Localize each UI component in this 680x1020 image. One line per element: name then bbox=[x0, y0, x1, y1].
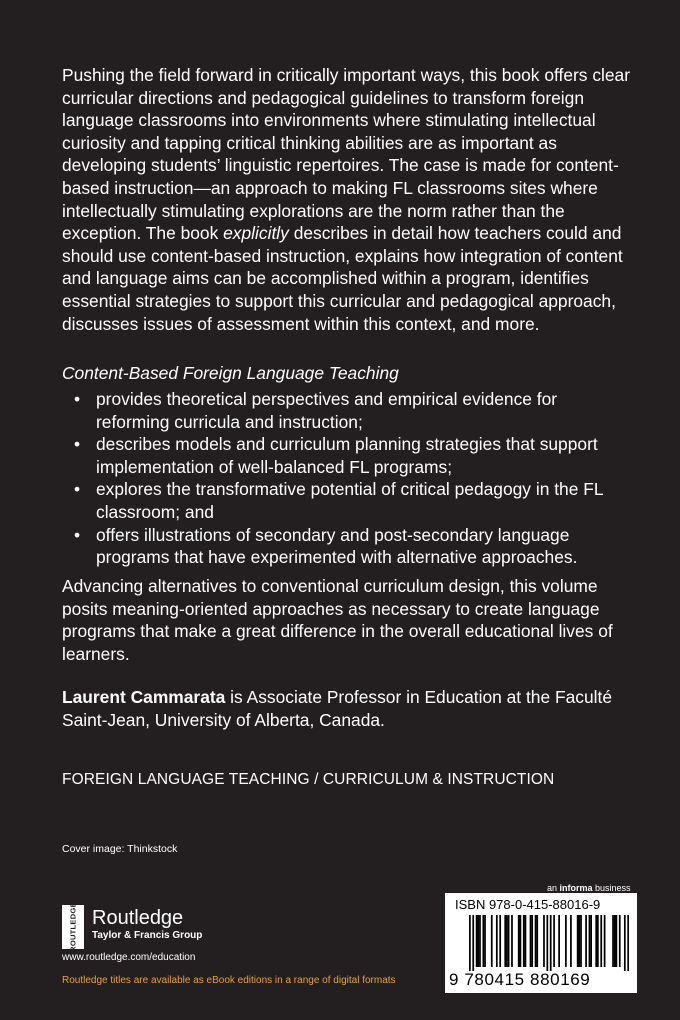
barcode-bar bbox=[577, 915, 579, 967]
informa-suffix: business bbox=[592, 883, 631, 893]
barcode-bar bbox=[508, 915, 510, 967]
barcode-bar bbox=[546, 915, 548, 971]
feature-item-2: • describes models and curriculum planning strategies that support implementation of well-balanced FL programs; bbox=[62, 433, 632, 478]
routledge-logo bbox=[62, 902, 222, 952]
barcode-bar bbox=[491, 915, 493, 967]
publisher-website[interactable]: www.routledge.com/education bbox=[62, 952, 196, 963]
barcode-bar bbox=[535, 915, 537, 967]
publisher-name: Routledge bbox=[92, 907, 184, 929]
description-part-2: describes in detail how teachers could and should use content-based instruction, explains how integration of content and language aims can be accomplished within a program, identifies essential strategies to support this curricular and pedagogical approach, discusses issues of assessment within this context, and more. bbox=[62, 223, 623, 334]
description-paragraph bbox=[62, 64, 632, 335]
author-name: Laurent Cammarata bbox=[62, 687, 226, 707]
informa-prefix: an bbox=[547, 883, 560, 893]
barcode-bar bbox=[469, 915, 471, 971]
barcode-bar bbox=[565, 915, 567, 967]
author-bio bbox=[62, 686, 632, 731]
barcode-bar bbox=[523, 915, 525, 967]
barcode-bar bbox=[525, 915, 527, 967]
barcode-bar bbox=[499, 915, 501, 967]
barcode-bar bbox=[550, 915, 552, 971]
ebook-note: Routledge titles are available as eBook editions in a range of digital formats bbox=[62, 975, 396, 986]
barcode-bar bbox=[511, 915, 513, 967]
routledge-mark-icon bbox=[62, 902, 84, 952]
barcode-bars bbox=[453, 915, 629, 971]
informa-name: informa bbox=[559, 883, 593, 893]
barcode-bar bbox=[472, 915, 474, 971]
barcode-bar bbox=[612, 915, 614, 967]
barcode-bar bbox=[543, 915, 545, 967]
barcode-bar bbox=[504, 915, 506, 967]
barcode-bar bbox=[585, 915, 587, 967]
barcode-bar bbox=[627, 915, 629, 971]
barcode-bar bbox=[614, 915, 616, 967]
barcode-digits: 9 780415 880169 bbox=[449, 970, 591, 989]
barcode-bar bbox=[558, 915, 560, 967]
barcode-bar bbox=[484, 915, 486, 967]
subject-category: FOREIGN LANGUAGE TEACHING / CURRICULUM & INSTRUCTION bbox=[62, 771, 555, 788]
description-emphasis: explicitly bbox=[223, 223, 289, 244]
barcode-bar bbox=[518, 915, 520, 967]
feature-list bbox=[62, 388, 632, 569]
barcode-bar bbox=[482, 915, 484, 967]
barcode-bar bbox=[624, 915, 626, 971]
barcode-bar bbox=[531, 915, 533, 967]
barcode-bar bbox=[520, 915, 522, 967]
barcode-box bbox=[445, 893, 637, 993]
feature-item-3: • explores the transformative potential of critical pedagogy in the FL classroom; and bbox=[62, 478, 632, 523]
barcode-bar bbox=[477, 915, 479, 967]
barcode-bar bbox=[619, 915, 621, 967]
barcode-bar bbox=[536, 915, 538, 967]
barcode-bar bbox=[578, 915, 580, 967]
author-description: is Associate Professor in Education at the Faculté Saint-Jean, University of Alberta, Canada. bbox=[62, 687, 613, 730]
isbn-label: ISBN 978-0-415-88016-9 bbox=[455, 897, 601, 912]
barcode-bar bbox=[589, 915, 591, 967]
barcode-bar bbox=[570, 915, 572, 967]
barcode-bar bbox=[479, 915, 481, 967]
barcode-bar bbox=[597, 915, 599, 967]
publisher-group: Taylor & Francis Group bbox=[92, 930, 203, 941]
barcode-bar bbox=[580, 915, 582, 967]
barcode-bar bbox=[604, 915, 606, 967]
summary-paragraph: Advancing alternatives to conventional curriculum design, this volume posits meaning-oriented approaches as necessary to create language programs that make a great difference in the overall educational lives of learners. bbox=[62, 576, 613, 664]
routledge-mark-text: ROUTLEDGE bbox=[68, 902, 78, 952]
barcode-bar bbox=[530, 915, 532, 967]
barcode-bar bbox=[616, 915, 618, 967]
barcode-bar bbox=[600, 915, 602, 967]
barcode-bar bbox=[595, 915, 597, 967]
barcode-bar bbox=[506, 915, 508, 967]
feature-item-4: • offers illustrations of secondary and post-secondary language programs that have experimented with alternative approaches. bbox=[62, 524, 632, 569]
barcode-bar bbox=[553, 915, 555, 967]
feature-item-1: • provides theoretical perspectives and empirical evidence for reforming curricula and instruction; bbox=[62, 388, 632, 433]
barcode-bar bbox=[590, 915, 592, 967]
description-part-1: Pushing the field forward in critically important ways, this book offers clear curricular directions and pedagogical guidelines to transform foreign language classrooms into environments where stimulating intellectual curiosity and tapping critical thinking abilities are as important as developing students’ linguistic repertoires. The case is made for content-based instruction—an approach to making FL classrooms sites where intellectually stimulating explorations are the norm rather than the exception. The book bbox=[62, 65, 631, 244]
barcode-bar bbox=[476, 915, 478, 967]
cover-credit: Cover image: Thinkstock bbox=[62, 843, 178, 855]
book-title: Content-Based Foreign Language Teaching bbox=[62, 363, 399, 383]
barcode-bar bbox=[496, 915, 498, 967]
